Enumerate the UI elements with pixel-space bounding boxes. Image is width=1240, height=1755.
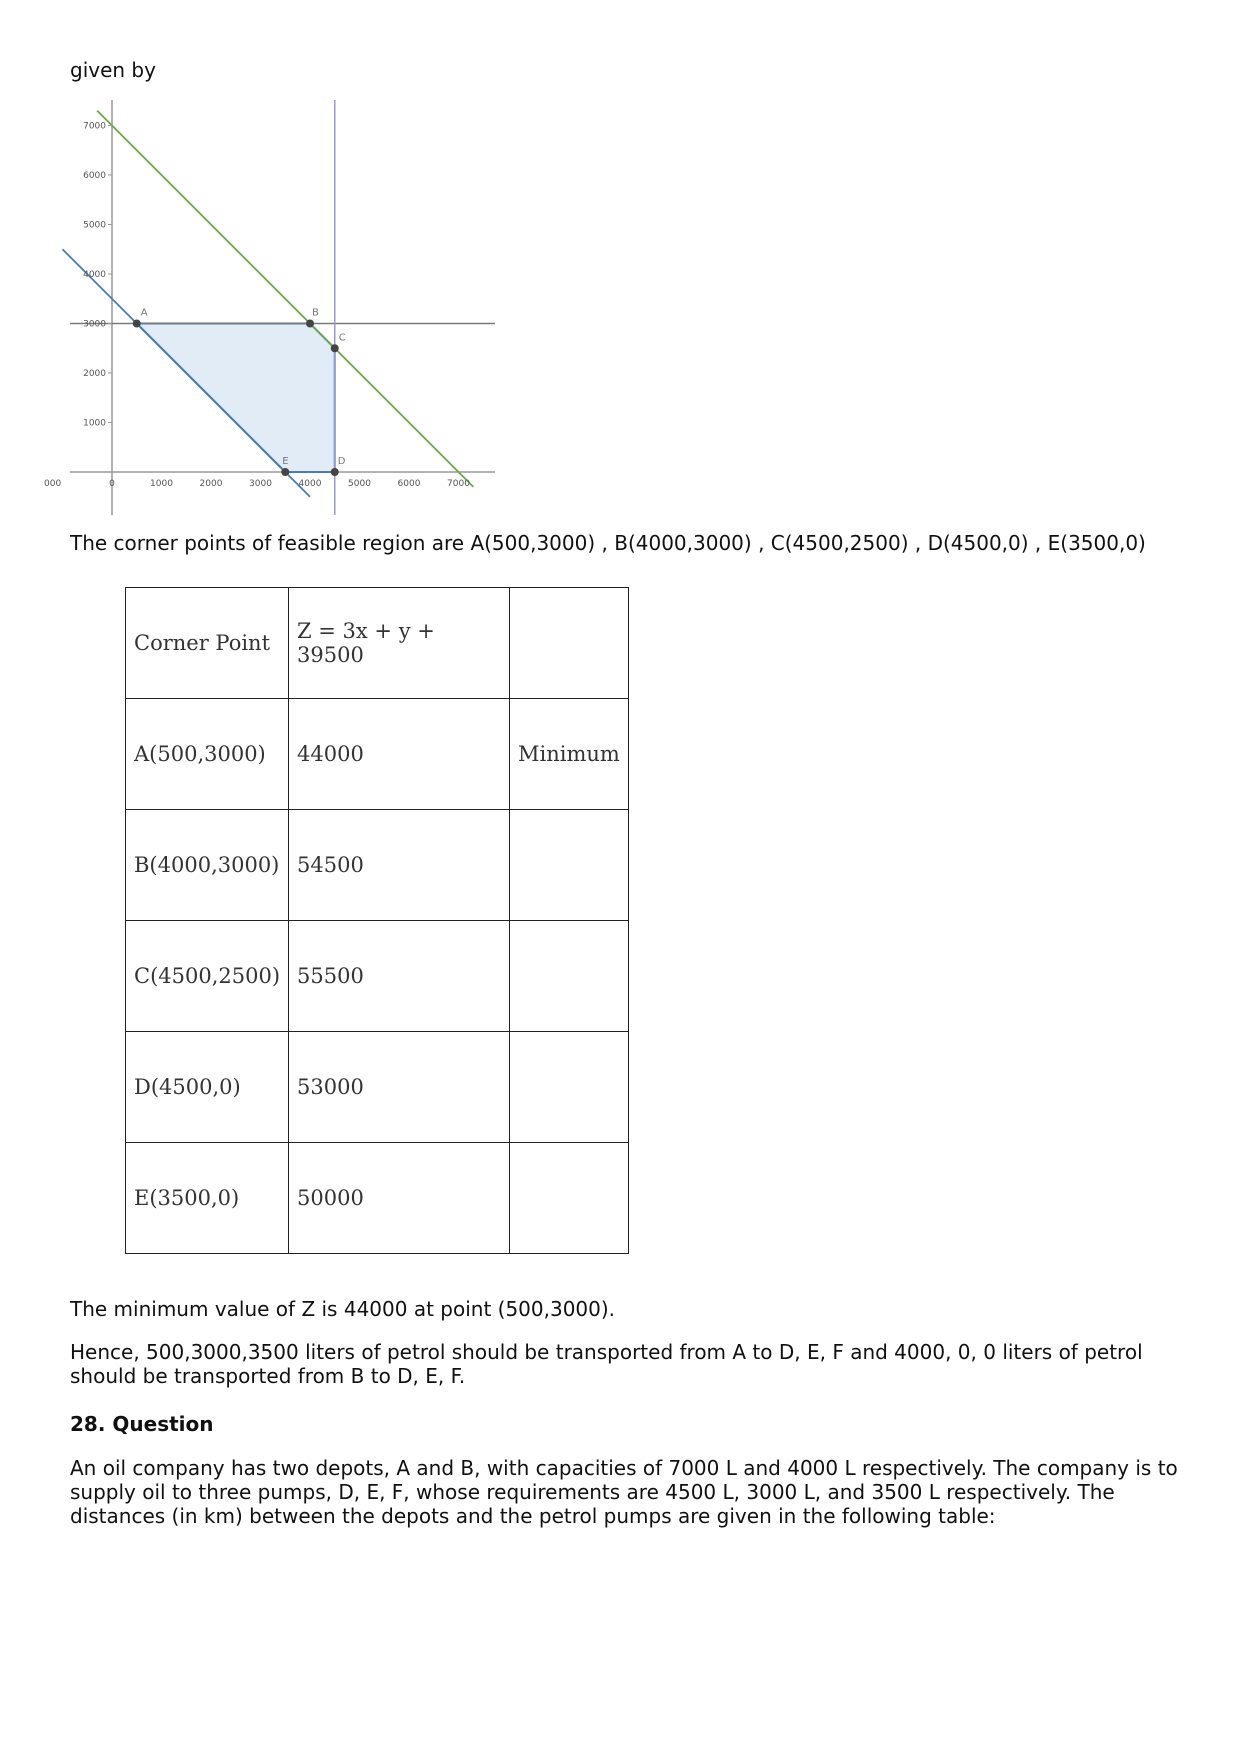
corner-point-cell: E(3500,0) [126, 1143, 289, 1254]
header-z-value: Z = 3x + y + 39500 [289, 588, 510, 699]
corner-point-cell: D(4500,0) [126, 1032, 289, 1143]
y-tick-label: 7000 [83, 121, 106, 132]
corner-label-d: D [337, 456, 346, 467]
corner-point-table [125, 587, 629, 1254]
y-tick-labels [83, 122, 112, 429]
minimum-value-text: The minimum value of Z is 44000 at point (500,3000). [70, 1297, 616, 1321]
corner-label-e: E [282, 456, 289, 467]
corner-points-text: The corner points of feasible region are A(500,3000) , B(4000,3000) , C(4500,2500) , D(4500,0) , E(3500,0) [70, 531, 1146, 555]
corner-point-b [306, 320, 314, 328]
x-tick-label: 6000 [397, 479, 421, 489]
x-tick-label: 0 [109, 479, 115, 489]
x-tick-label: 1000 [150, 479, 173, 489]
corner-label-b: B [312, 307, 319, 319]
feasible-region-graph [44, 100, 495, 515]
corner-point-d [331, 468, 339, 476]
header-remark [510, 588, 629, 699]
corner-point-cell: B(4000,3000) [126, 810, 289, 921]
remark-cell [510, 921, 629, 1032]
x-tick-labels [44, 479, 470, 489]
corner-label-c: C [338, 332, 346, 344]
y-tick-label: 6000 [83, 171, 106, 181]
x-tick-label: 3000 [249, 479, 272, 489]
header-corner-point: Corner Point [126, 588, 289, 699]
x-tick-label: 2000 [199, 479, 223, 489]
y-tick-label: 5000 [83, 220, 106, 231]
corner-label-a: A [140, 307, 148, 319]
table-row [126, 699, 629, 810]
z-value-cell: 54500 [289, 810, 510, 921]
table-row [126, 810, 629, 921]
remark-cell [510, 1143, 629, 1254]
remark-cell [510, 810, 629, 921]
table-header-row [126, 588, 629, 699]
z-value-cell: 50000 [289, 1143, 510, 1254]
question-text: An oil company has two depots, A and B, with capacities of 7000 L and 4000 L respectively. The company is to supply oil to three pumps, D, E, F, whose requirements are 4500 L, 3000 L, and 3500 L respectively. The distances (in km) between the depots and the petrol pumps are given in the following table: [70, 1456, 1178, 1528]
z-value-cell: 53000 [289, 1032, 510, 1143]
corner-point-cell: C(4500,2500) [126, 921, 289, 1032]
y-tick-label: 4000 [83, 270, 106, 280]
y-tick-label: 1000 [83, 418, 106, 429]
z-value-cell: 55500 [289, 921, 510, 1032]
conclusion-text: Hence, 500,3000,3500 liters of petrol should be transported from A to D, E, F and 4000, 0, 0 liters of petrol should be transported from B to D, E, F. [70, 1340, 1143, 1388]
corner-point-cell: A(500,3000) [126, 699, 289, 810]
feasible-region [137, 324, 335, 473]
corner-point-c [331, 344, 339, 352]
intro-text: given by [70, 58, 156, 82]
z-value-cell: 44000 [289, 699, 510, 810]
x-tick-label: 000 [44, 479, 62, 489]
corner-point-a [133, 320, 141, 328]
table-row [126, 1032, 629, 1143]
table-row [126, 1143, 629, 1254]
y-tick-label: 3000 [83, 319, 106, 330]
remark-cell: Minimum [510, 699, 629, 810]
x-tick-label: 7000 [447, 479, 470, 489]
corner-point-e [281, 468, 289, 476]
table-row [126, 921, 629, 1032]
x-tick-label: 5000 [348, 479, 371, 489]
question-heading: 28. Question [70, 1412, 214, 1436]
remark-cell [510, 1032, 629, 1143]
y-tick-label: 2000 [83, 369, 106, 379]
x-tick-label: 4000 [298, 479, 322, 489]
